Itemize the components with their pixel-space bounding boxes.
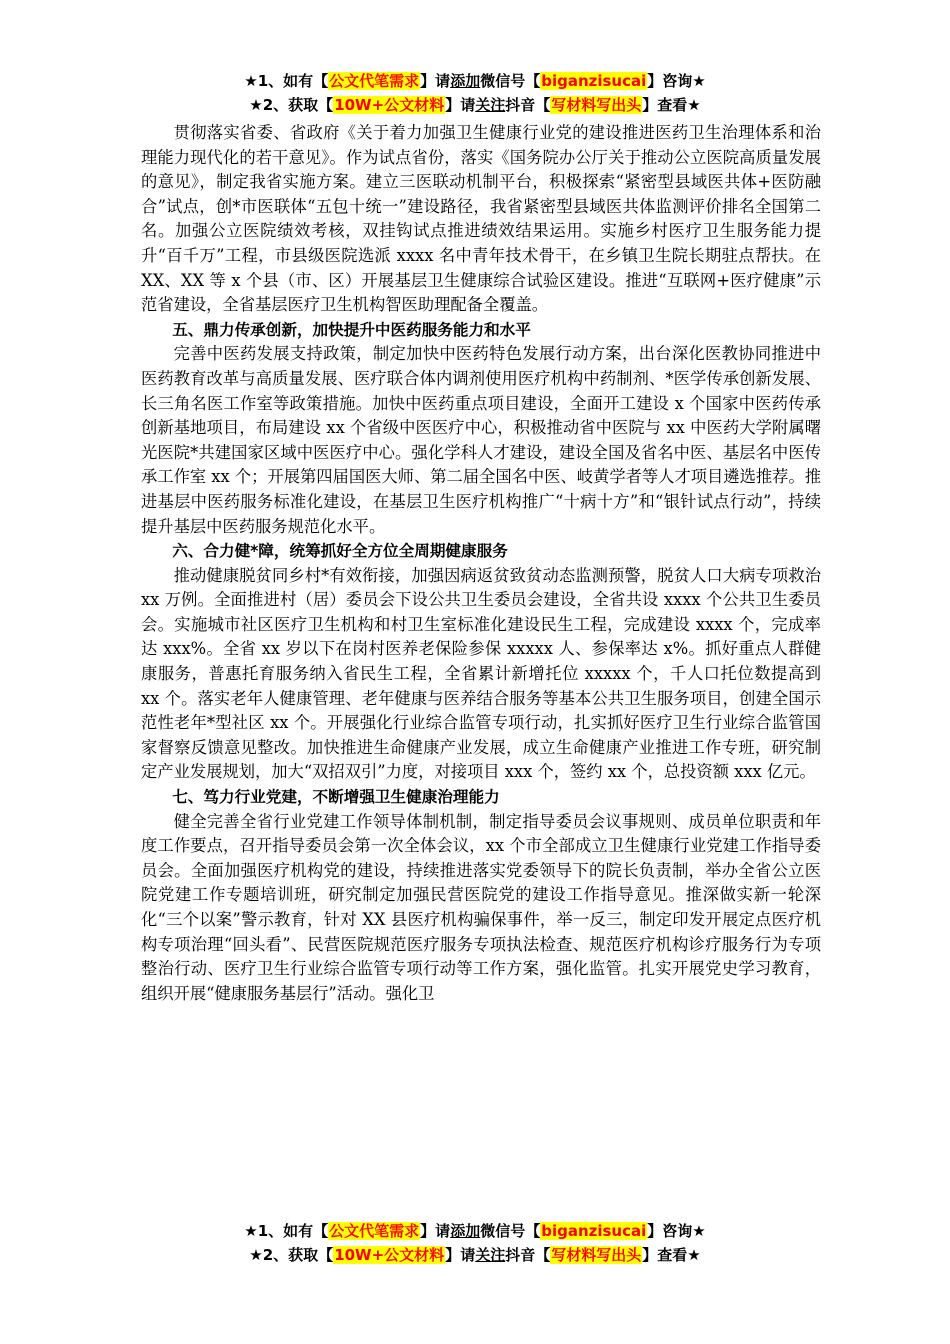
promo-text: 】请 <box>445 96 476 114</box>
paragraph-section-5: 完善中医药发展支持政策，制定加快中医药特色发展行动方案，出台深化医教协同推进中医药教育改革与高质量发展、医疗联合体内调剂使用医疗机构中药制剂、*医学传承创新发展、长三角名医工作室等政策措施。加快中医药重点项目建设，全面开工建设 x 个国家中医药传承创新基地项目，布局建设 xx 个省级中医医疗中心，积极推动省中医院与 xx 中医药大学附属曙光医院*共建国家区域中医医疗中心。强化学科人才建设，建设全国及省名中医、基层名中医传承工作室 xx 个；开展第四届国医大师、第二届全国名中医、岐黄学者等人才项目遴选推荐。推进基层中医药服务标准化建设，在基层卫生医疗机构推广“十病十方”和“银针试点行动”，持续提升基层中医药服务规范化水平。 <box>141 344 821 536</box>
promo-text: ★1、如有【 <box>244 72 329 90</box>
promo-text: ★2、获取【 <box>249 96 334 114</box>
promo-underline: 关注 <box>475 96 506 114</box>
promo-highlight: 10W+公文材料 <box>334 96 445 114</box>
promo-highlight: biganzisucai <box>541 1222 647 1240</box>
promo-text: 微信号【 <box>480 1222 541 1240</box>
promo-text: 抖音【 <box>505 96 551 114</box>
promo-highlight: 写材料写出头 <box>551 1246 642 1264</box>
promo-text: 】查看★ <box>642 1246 701 1264</box>
promo-underline: 添加 <box>450 1222 481 1240</box>
promo-line-2 <box>0 93 950 117</box>
paragraph-intro: 贯彻落实省委、省政府《关于着力加强卫生健康行业党的建设推进医药卫生治理体系和治理能力现代化的若干意见》。作为试点省份，落实《国务院办公厅关于推动公立医院高质量发展的意见》，制定我省实施方案。建立三医联动机制平台，积极探索“紧密型县域医共体+医防融合”试点，创*市医联体“五包十统一”建设路径，我省紧密型县域医共体监测评价排名全国第二名。加强公立医院绩效考核，双挂钩试点推进绩效结果运用。实施乡村医疗卫生服务能力提升“百千万”工程，市县级医院选派 xxxx 名中青年技术骨干，在乡镇卫生院长期驻点帮扶。在 XX、XX 等 x 个县（市、区）开展基层卫生健康综合试验区建设。推进“互联网+医疗健康”示范省建设，全省基层医疗卫生机构智医助理配备全覆盖。 <box>141 123 821 315</box>
promo-text: ★2、获取【 <box>249 1246 334 1264</box>
promo-banner-bottom <box>0 1219 950 1267</box>
section-heading-7: 七、笃力行业党建，不断增强卫生健康治理能力 <box>172 788 500 807</box>
paragraph-section-6: 推动健康脱贫同乡村*有效衔接，加强因病返贫致贫动态监测预警，脱贫人口大病专项救治 xx 万例。全面推进村（居）委员会下设公共卫生委员会建设，全省共设 xxxx 个公共卫生委员会。实施城市社区医疗卫生机构和村卫生室标准化建设民生工程，完成建设 xxxx 个，完成率达 xxx%。全省 xx 岁以下在岗村医养老保险参保 xxxxx 人、参保率达 x%。抓好重点人群健康服务，普惠托育服务纳入省民生工程，全省累计新增托位 xxxxx 个，千人口托位数提高到 xx 个。落实老年人健康管理、老年健康与医养结合服务等基本公共卫生服务项目，创建全国示范性老年*型社区 xx 个。开展强化行业综合监管专项行动，扎实抓好医疗卫生行业综合监管国家督察反馈意见整改。加快推进生命健康产业发展，成立生命健康产业推进工作专班，研究制定产业发展规划，加大“双招双引”力度，对接项目 xxx 个，签约 xx 个，总投资额 xxx 亿元。 <box>141 565 821 782</box>
promo-text: 】咨询★ <box>647 72 706 90</box>
promo-highlight: 公文代笔需求 <box>329 1222 420 1240</box>
promo-underline: 关注 <box>475 1246 506 1264</box>
promo-underline: 添加 <box>450 72 481 90</box>
promo-banner-top <box>0 69 950 117</box>
promo-text: 】请 <box>445 1246 476 1264</box>
paragraph-section-7: 健全完善全省行业党建工作领导体制机制，制定指导委员会议事规则、成员单位职责和年度工作要点，召开指导委员会第一次全体会议，xx 个市全部成立卫生健康行业党建工作指导委员会。全面加强医疗机构党的建设，持续推进落实党委领导下的院长负责制，举办全省公立医院党建工作专题培训班，研究制定加强民营医院党的建设工作指导意见。推深做实新一轮深化“三个以案”警示教育，针对 XX 县医疗机构骗保事件，举一反三，制定印发开展定点医疗机构专项治理“回头看”、民营医院规范医疗服务专项执法检查、规范医疗机构诊疗服务行为专项整治行动、医疗卫生行业综合监管专项行动等工作方案，强化监管。扎实开展党史学习教育，组织开展“健康服务基层行”活动。强化卫 <box>141 811 821 1003</box>
promo-highlight: biganzisucai <box>541 72 647 90</box>
promo-highlight: 公文代笔需求 <box>329 72 420 90</box>
promo-text: 】请 <box>420 1222 451 1240</box>
promo-text: 抖音【 <box>505 1246 551 1264</box>
promo-line-2 <box>0 1243 950 1267</box>
promo-text: 】咨询★ <box>647 1222 706 1240</box>
promo-text: 】请 <box>420 72 451 90</box>
promo-text: ★1、如有【 <box>244 1222 329 1240</box>
promo-line-1 <box>0 69 950 93</box>
promo-line-1 <box>0 1219 950 1243</box>
section-heading-5: 五、鼎力传承创新，加快提升中医药服务能力和水平 <box>172 320 531 339</box>
promo-highlight: 写材料写出头 <box>551 96 642 114</box>
promo-highlight: 10W+公文材料 <box>334 1246 445 1264</box>
section-heading-6: 六、合力健*障，统筹抓好全方位全周期健康服务 <box>172 542 508 561</box>
promo-text: 】查看★ <box>642 96 701 114</box>
document-body <box>141 121 821 1006</box>
promo-text: 微信号【 <box>480 72 541 90</box>
